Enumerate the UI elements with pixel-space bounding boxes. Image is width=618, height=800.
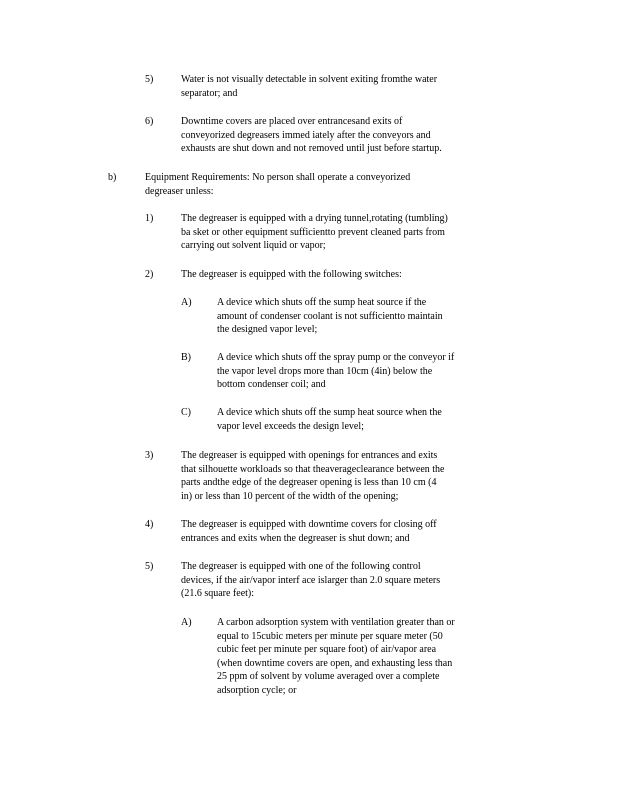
section-label: b): [108, 172, 117, 183]
item-label: 5): [145, 74, 154, 85]
item-label: C): [181, 407, 191, 418]
item-text: The degreaser is equipped with openings for entrances and exits that silhouette workloads so that theaverageclearance between the parts andthe edge of the degreaser opening is less than 10 cm (4 in) or less than 10 percent of the width of the opening;: [181, 450, 445, 502]
item-text: The degreaser is equipped with the following switches:: [181, 269, 402, 280]
item-label: 2): [145, 269, 154, 280]
item-label: 5): [145, 561, 154, 572]
item-text: Water is not visually detectable in solvent exiting fromthe water separator; and: [181, 74, 438, 99]
item-text: Downtime covers are placed over entrancesand exits of conveyorized degreasers immed iately after the conveyors and exhausts are shut down and not removed until just before startup.: [181, 116, 442, 155]
item-text: The degreaser is equipped with one of the following control devices, if the air/vapor interf ace islarger than 2.0 square meters (21.6 square feet):: [181, 561, 441, 600]
item-text: The degreaser is equipped with downtime covers for closing off entrances and exits when the degreaser is shut down; and: [181, 519, 437, 544]
item-label: 6): [145, 116, 154, 127]
item-text: A carbon adsorption system with ventilation greater than or equal to 15cubic meters per minute per square meter (50 cubic feet per minute per square foot) of air/vapor area (when downtime covers are open, and exhausting less than 25 ppm of solvent by volume averaged over a complete adsorption cycle; or: [217, 617, 455, 696]
section-text: Equipment Requirements: No person shall operate a conveyorized degreaser unless:: [145, 172, 411, 197]
item-text: The degreaser is equipped with a drying tunnel,rotating (tumbling) ba sket or other equipment sufficientto prevent cleaned parts from carrying out solvent liquid or vapor;: [181, 213, 448, 252]
item-text: A device which shuts off the sump heat source if the amount of condenser coolant is not sufficientto maintain the designed vapor level;: [217, 297, 443, 336]
item-text: A device which shuts off the spray pump or the conveyor if the vapor level drops more than 10cm (4in) below the bottom condenser coil; and: [217, 352, 455, 391]
item-label: A): [181, 297, 192, 308]
item-label: 3): [145, 450, 154, 461]
item-label: 1): [145, 213, 154, 224]
item-label: A): [181, 617, 192, 628]
item-text: A device which shuts off the sump heat source when the vapor level exceeds the design level;: [217, 407, 442, 432]
item-label: B): [181, 352, 191, 363]
item-label: 4): [145, 519, 154, 530]
